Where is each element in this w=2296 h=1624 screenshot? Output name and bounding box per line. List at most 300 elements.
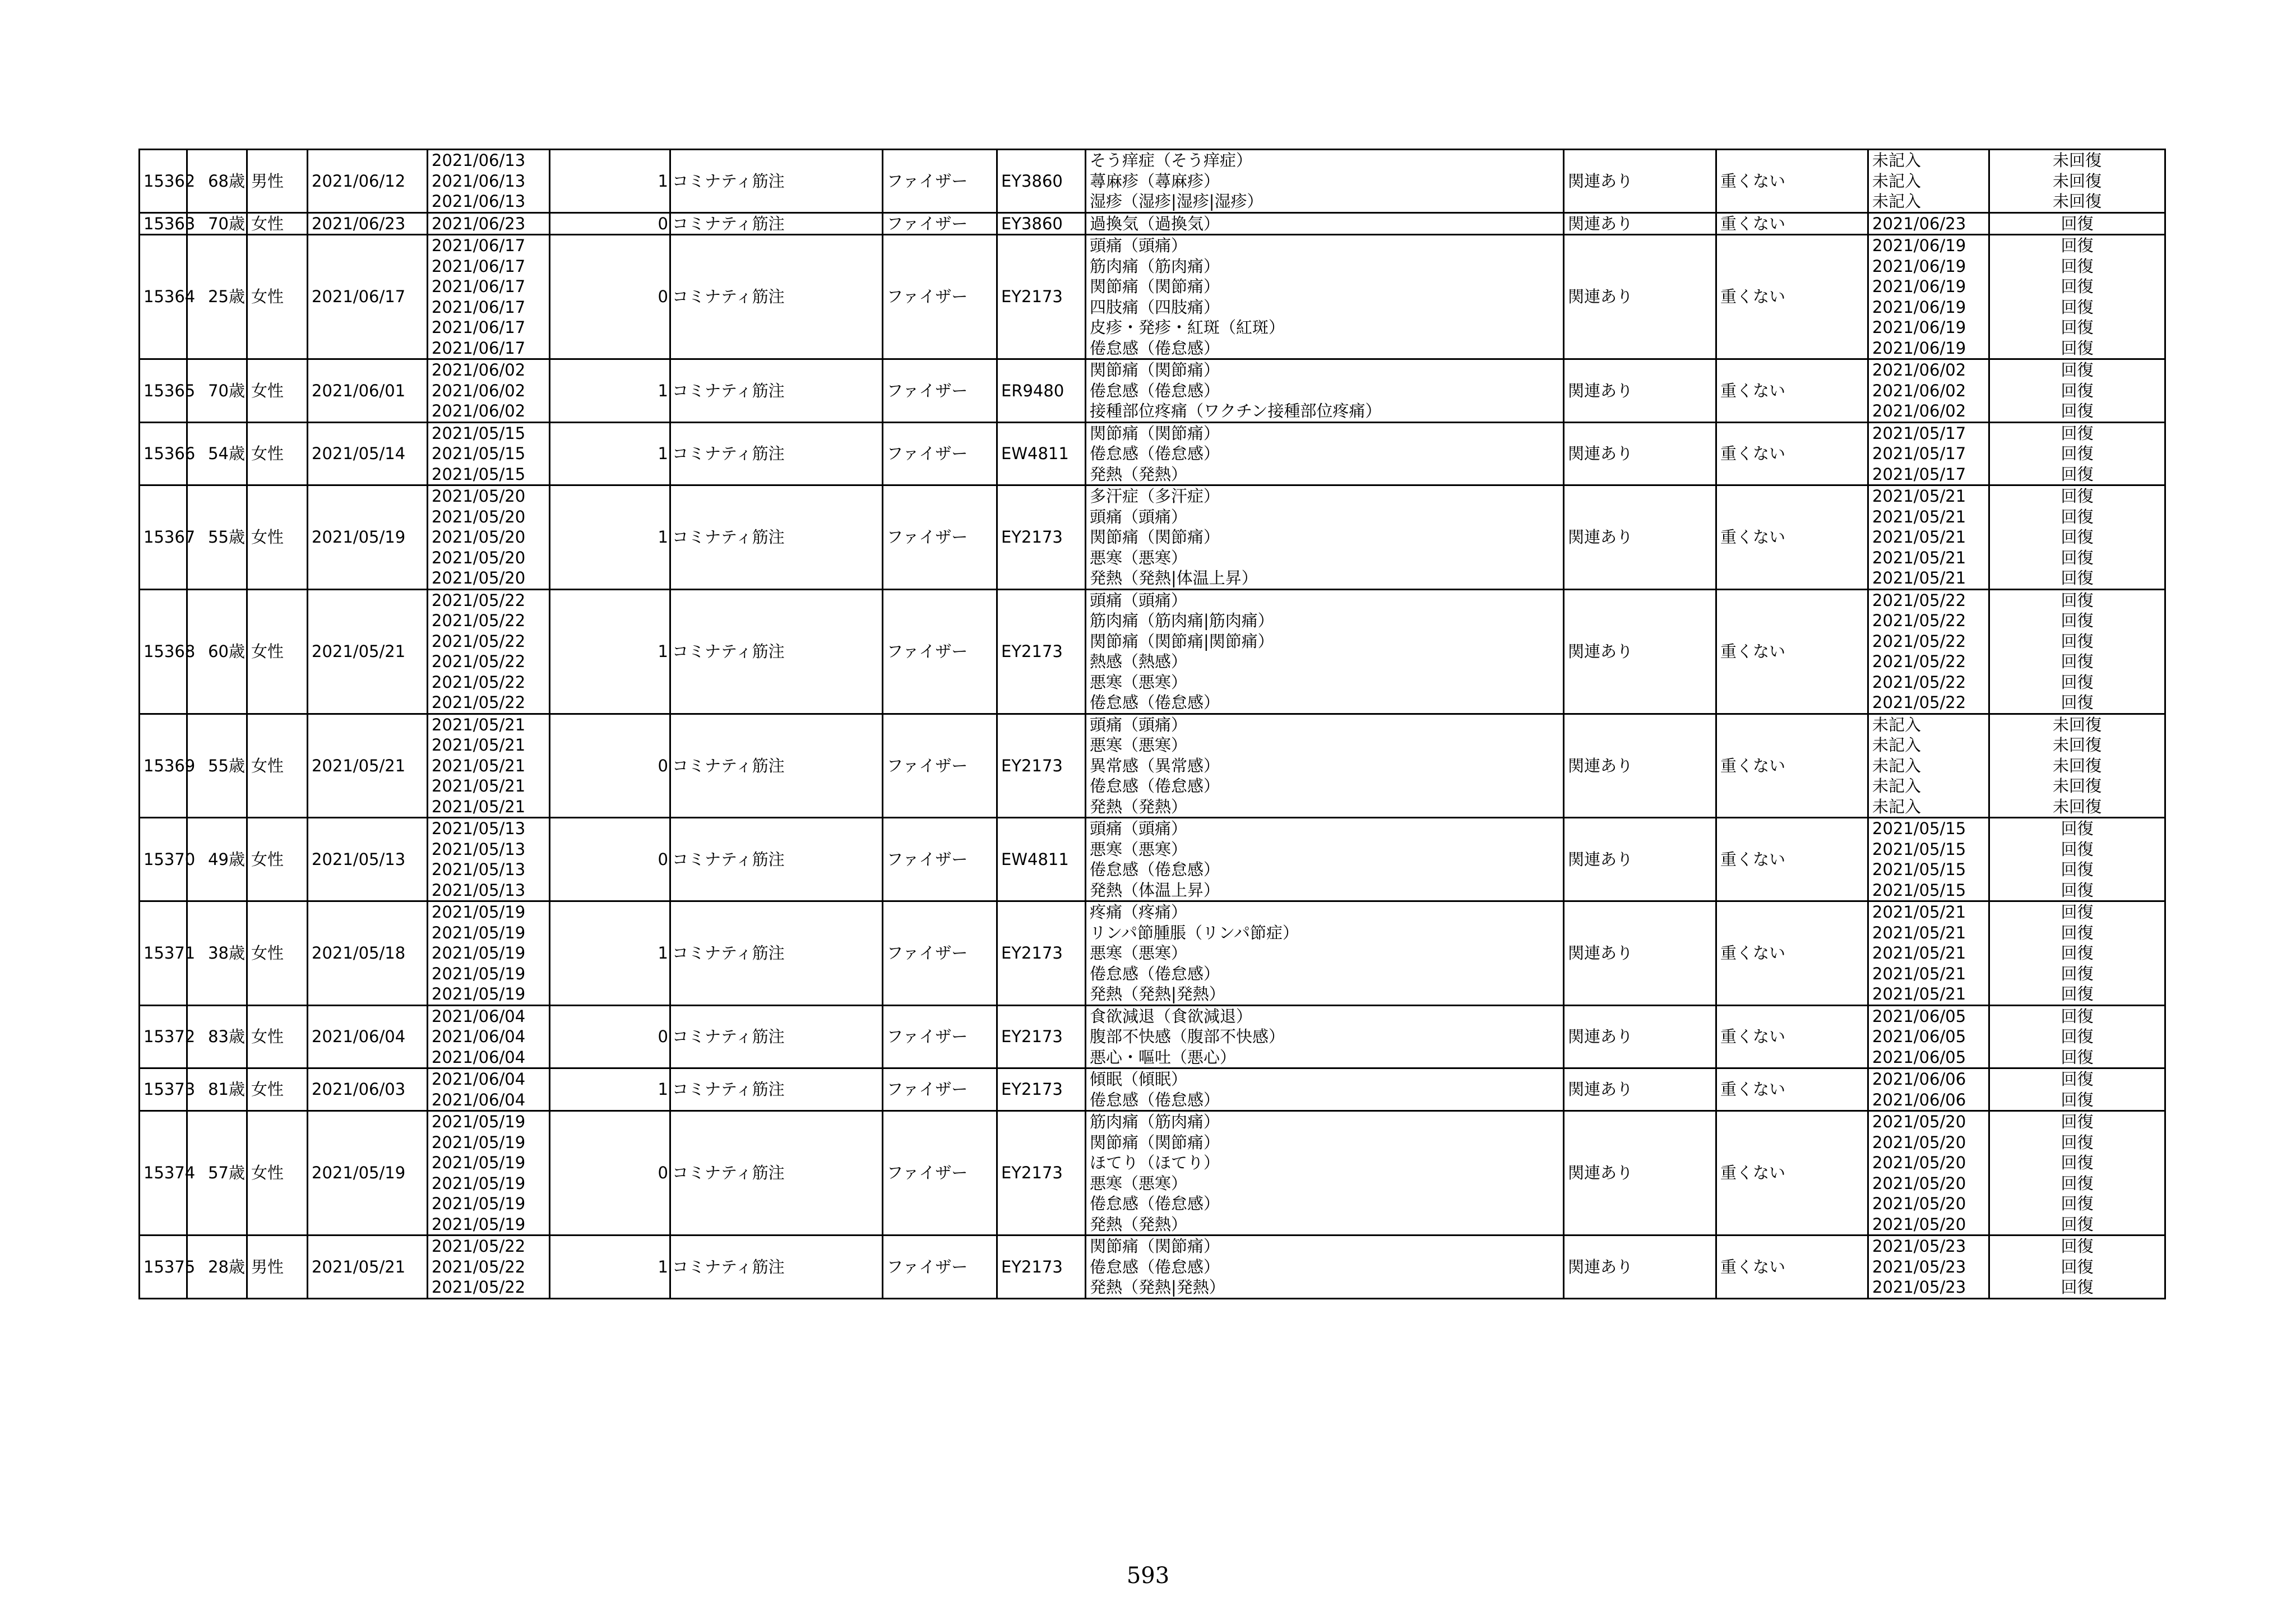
- case-id-cell: 15364: [140, 235, 187, 359]
- symptoms-cell: [1086, 589, 1564, 714]
- outcome-dates-line: 未記入: [1872, 151, 1922, 170]
- outcomes-line: 回復: [2061, 672, 2094, 692]
- outcome-dates-line: 2021/05/23: [1872, 1257, 1966, 1276]
- onset-dates-cell: [428, 150, 550, 213]
- outcomes-line: 回復: [2061, 1278, 2094, 1297]
- symptoms-cell: [1086, 212, 1564, 235]
- outcome-dates-line: 未記入: [1872, 797, 1922, 816]
- outcomes-line: 回復: [2061, 943, 2094, 963]
- case-id-cell: 15369: [140, 714, 187, 818]
- symptoms-line: 倦怠感（倦怠感）: [1090, 693, 1220, 712]
- symptoms-line: 倦怠感（倦怠感）: [1090, 1257, 1220, 1276]
- symptoms-line: 過換気（過換気）: [1090, 214, 1220, 233]
- outcomes-line: 回復: [2061, 360, 2094, 380]
- outcome-dates-cell: [1868, 359, 1989, 423]
- symptoms-line: 食欲減退（食欲減退）: [1090, 1006, 1253, 1026]
- table-row: [140, 1111, 2165, 1236]
- onset-dates-line: 2021/05/22: [432, 611, 526, 630]
- outcomes-line: 回復: [2061, 984, 2094, 1003]
- onset-dates-line: 2021/06/13: [432, 192, 526, 211]
- table-row: [140, 714, 2165, 818]
- onset-dates-line: 2021/05/15: [432, 444, 526, 463]
- outcome-dates-line: 2021/05/23: [1872, 1237, 1966, 1256]
- sex-cell: 男性: [247, 1236, 308, 1299]
- outcomes-line: 未回復: [2052, 735, 2101, 755]
- severity-cell: 重くない: [1716, 901, 1868, 1006]
- vaccine-name-cell: コミナティ筋注: [670, 714, 883, 818]
- severity-cell: 重くない: [1716, 212, 1868, 235]
- symptoms-line: 悪寒（悪寒）: [1090, 839, 1188, 859]
- outcome-dates-cell: [1868, 1111, 1989, 1236]
- outcomes-cell: [1989, 485, 2165, 590]
- outcome-dates-line: 2021/05/15: [1872, 819, 1966, 838]
- outcomes-line: 回復: [2061, 487, 2094, 506]
- onset-dates-line: 2021/05/20: [432, 507, 526, 526]
- onset-dates-line: 2021/06/04: [432, 1070, 526, 1089]
- onset-dates-line: 2021/05/20: [432, 528, 526, 547]
- onset-dates-line: 2021/05/19: [432, 1194, 526, 1213]
- symptoms-line: 発熱（発熱）: [1090, 797, 1188, 816]
- causality-cell: 関連あり: [1564, 1068, 1716, 1111]
- case-id-cell: 15365: [140, 359, 187, 423]
- causality-cell: 関連あり: [1564, 818, 1716, 901]
- vaccination-date-cell: 2021/06/03: [308, 1068, 428, 1111]
- symptoms-line: 関節痛（関節痛）: [1090, 277, 1220, 296]
- symptoms-cell: [1086, 235, 1564, 359]
- causality-cell: 関連あり: [1564, 422, 1716, 485]
- vaccine-name-cell: コミナティ筋注: [670, 212, 883, 235]
- onset-dates-line: 2021/05/21: [432, 735, 526, 755]
- outcomes-cell: [1989, 235, 2165, 359]
- outcome-dates-line: 2021/06/23: [1872, 214, 1966, 233]
- case-id-cell: 15366: [140, 422, 187, 485]
- symptoms-cell: [1086, 818, 1564, 901]
- outcome-dates-line: 2021/05/20: [1872, 1153, 1966, 1172]
- symptoms-cell: [1086, 422, 1564, 485]
- causality-cell: 関連あり: [1564, 589, 1716, 714]
- symptoms-line: 傾眠（傾眠）: [1090, 1070, 1188, 1089]
- outcome-dates-line: 2021/06/19: [1872, 277, 1966, 296]
- symptoms-line: 悪寒（悪寒）: [1090, 943, 1188, 963]
- onset-dates-cell: [428, 1111, 550, 1236]
- outcomes-line: 回復: [2061, 964, 2094, 983]
- days-to-onset-cell: 1: [550, 359, 670, 423]
- symptoms-line: ほてり（ほてり）: [1090, 1153, 1220, 1172]
- outcome-dates-line: 未記入: [1872, 735, 1922, 755]
- sex-cell: 女性: [247, 901, 308, 1006]
- outcomes-line: 回復: [2061, 401, 2094, 420]
- outcome-dates-cell: [1868, 1068, 1989, 1111]
- lot-number-cell: EY2173: [997, 1005, 1086, 1068]
- lot-number-cell: EY2173: [997, 485, 1086, 590]
- onset-dates-cell: [428, 235, 550, 359]
- outcome-dates-line: 2021/06/02: [1872, 360, 1966, 380]
- outcomes-line: 回復: [2061, 860, 2094, 879]
- outcomes-line: 回復: [2061, 1090, 2094, 1109]
- manufacturer-cell: ファイザー: [883, 714, 997, 818]
- severity-cell: 重くない: [1716, 150, 1868, 213]
- onset-dates-line: 2021/06/17: [432, 236, 526, 255]
- outcome-dates-line: 2021/05/17: [1872, 464, 1966, 484]
- age-cell: 25歳: [187, 235, 247, 359]
- symptoms-line: 発熱（体温上昇）: [1090, 880, 1220, 900]
- lot-number-cell: EY2173: [997, 1236, 1086, 1299]
- onset-dates-line: 2021/05/15: [432, 423, 526, 443]
- age-cell: 54歳: [187, 422, 247, 485]
- case-id-cell: 15367: [140, 485, 187, 590]
- sex-cell: 女性: [247, 818, 308, 901]
- vaccination-date-cell: 2021/05/14: [308, 422, 428, 485]
- outcome-dates-line: 2021/05/21: [1872, 923, 1966, 942]
- symptoms-line: 倦怠感（倦怠感）: [1090, 964, 1220, 983]
- case-id-cell: 15370: [140, 818, 187, 901]
- outcomes-line: 回復: [2061, 1257, 2094, 1276]
- outcomes-line: 回復: [2061, 1132, 2094, 1152]
- vaccine-name-cell: コミナティ筋注: [670, 1068, 883, 1111]
- days-to-onset-cell: 0: [550, 714, 670, 818]
- outcomes-line: 回復: [2061, 444, 2094, 463]
- outcomes-line: 回復: [2061, 381, 2094, 400]
- vaccine-name-cell: コミナティ筋注: [670, 485, 883, 590]
- age-cell: 70歳: [187, 212, 247, 235]
- table-row: [140, 212, 2165, 235]
- symptoms-line: 頭痛（頭痛）: [1090, 590, 1188, 610]
- symptoms-line: 倦怠感（倦怠感）: [1090, 860, 1220, 879]
- outcomes-line: 未回復: [2052, 171, 2101, 191]
- outcome-dates-line: 未記入: [1872, 756, 1922, 775]
- outcome-dates-line: 2021/05/21: [1872, 548, 1966, 567]
- symptoms-line: 異常感（異常感）: [1090, 756, 1220, 775]
- outcomes-line: 回復: [2061, 693, 2094, 712]
- age-cell: 55歳: [187, 485, 247, 590]
- outcome-dates-line: 2021/05/21: [1872, 568, 1966, 587]
- onset-dates-line: 2021/06/02: [432, 401, 526, 420]
- onset-dates-line: 2021/05/19: [432, 1153, 526, 1172]
- severity-cell: 重くない: [1716, 1005, 1868, 1068]
- symptoms-line: 関節痛（関節痛）: [1090, 423, 1220, 443]
- vaccination-date-cell: 2021/05/21: [308, 589, 428, 714]
- severity-cell: 重くない: [1716, 1236, 1868, 1299]
- vaccination-date-cell: 2021/06/17: [308, 235, 428, 359]
- vaccine-name-cell: コミナティ筋注: [670, 1111, 883, 1236]
- sex-cell: 女性: [247, 1005, 308, 1068]
- outcome-dates-line: 2021/05/21: [1872, 487, 1966, 506]
- onset-dates-line: 2021/06/17: [432, 277, 526, 296]
- sex-cell: 女性: [247, 485, 308, 590]
- outcome-dates-line: 2021/05/20: [1872, 1214, 1966, 1234]
- onset-dates-line: 2021/05/19: [432, 903, 526, 922]
- symptoms-line: リンパ節腫脹（リンパ節症）: [1090, 923, 1299, 942]
- vaccine-name-cell: コミナティ筋注: [670, 422, 883, 485]
- symptoms-line: 関節痛（関節痛）: [1090, 1237, 1220, 1256]
- lot-number-cell: EY2173: [997, 714, 1086, 818]
- severity-cell: 重くない: [1716, 485, 1868, 590]
- outcomes-line: 未回復: [2052, 756, 2101, 775]
- manufacturer-cell: ファイザー: [883, 901, 997, 1006]
- lot-number-cell: EY2173: [997, 1068, 1086, 1111]
- outcome-dates-cell: [1868, 1005, 1989, 1068]
- table-row: [140, 1068, 2165, 1111]
- onset-dates-line: 2021/05/22: [432, 631, 526, 651]
- symptoms-line: 腹部不快感（腹部不快感）: [1090, 1027, 1285, 1046]
- symptoms-line: 倦怠感（倦怠感）: [1090, 444, 1220, 463]
- outcome-dates-line: 2021/05/15: [1872, 880, 1966, 900]
- days-to-onset-cell: 0: [550, 818, 670, 901]
- case-id-cell: 15368: [140, 589, 187, 714]
- outcome-dates-cell: [1868, 714, 1989, 818]
- outcome-dates-line: 2021/06/19: [1872, 236, 1966, 255]
- outcomes-line: 未回復: [2052, 797, 2101, 816]
- outcomes-line: 回復: [2061, 1112, 2094, 1131]
- case-id-cell: 15371: [140, 901, 187, 1006]
- outcomes-line: 未回復: [2052, 776, 2101, 795]
- outcome-dates-line: 2021/06/02: [1872, 401, 1966, 420]
- symptoms-line: 頭痛（頭痛）: [1090, 819, 1188, 838]
- outcome-dates-line: 2021/05/17: [1872, 423, 1966, 443]
- age-cell: 68歳: [187, 150, 247, 213]
- days-to-onset-cell: 0: [550, 1111, 670, 1236]
- outcomes-line: 回復: [2061, 880, 2094, 900]
- table-row: [140, 589, 2165, 714]
- vaccine-name-cell: コミナティ筋注: [670, 589, 883, 714]
- adverse-reaction-table: [138, 149, 2166, 1299]
- onset-dates-line: 2021/06/13: [432, 171, 526, 191]
- vaccination-date-cell: 2021/05/21: [308, 714, 428, 818]
- symptoms-line: 悪心・嘔吐（悪心）: [1090, 1047, 1237, 1067]
- table-row: [140, 422, 2165, 485]
- outcome-dates-line: 2021/06/19: [1872, 297, 1966, 317]
- symptoms-line: 倦怠感（倦怠感）: [1090, 338, 1220, 358]
- outcomes-line: 回復: [2061, 923, 2094, 942]
- table-row: [140, 150, 2165, 213]
- outcome-dates-line: 2021/06/05: [1872, 1027, 1966, 1046]
- vaccine-name-cell: コミナティ筋注: [670, 818, 883, 901]
- days-to-onset-cell: 1: [550, 485, 670, 590]
- vaccination-date-cell: 2021/05/19: [308, 1111, 428, 1236]
- symptoms-line: 頭痛（頭痛）: [1090, 715, 1188, 734]
- lot-number-cell: EY3860: [997, 212, 1086, 235]
- outcome-dates-line: 2021/05/21: [1872, 903, 1966, 922]
- outcomes-line: 回復: [2061, 819, 2094, 838]
- outcomes-line: 未回復: [2052, 715, 2101, 734]
- symptoms-line: 筋肉痛（筋肉痛）: [1090, 256, 1220, 276]
- causality-cell: 関連あり: [1564, 901, 1716, 1006]
- outcome-dates-line: 2021/05/22: [1872, 631, 1966, 651]
- sex-cell: 女性: [247, 714, 308, 818]
- outcome-dates-line: 2021/06/05: [1872, 1006, 1966, 1026]
- age-cell: 60歳: [187, 589, 247, 714]
- outcome-dates-line: 2021/05/21: [1872, 984, 1966, 1003]
- lot-number-cell: EY2173: [997, 1111, 1086, 1236]
- onset-dates-cell: [428, 485, 550, 590]
- onset-dates-line: 2021/05/15: [432, 464, 526, 484]
- symptoms-line: 倦怠感（倦怠感）: [1090, 776, 1220, 795]
- outcome-dates-line: 2021/06/05: [1872, 1047, 1966, 1067]
- onset-dates-cell: [428, 359, 550, 423]
- outcomes-line: 回復: [2061, 839, 2094, 859]
- case-id-cell: 15362: [140, 150, 187, 213]
- days-to-onset-cell: 0: [550, 212, 670, 235]
- symptoms-cell: [1086, 359, 1564, 423]
- onset-dates-line: 2021/06/13: [432, 151, 526, 170]
- outcomes-line: 回復: [2061, 548, 2094, 567]
- outcome-dates-cell: [1868, 818, 1989, 901]
- outcome-dates-line: 2021/05/21: [1872, 507, 1966, 526]
- causality-cell: 関連あり: [1564, 212, 1716, 235]
- manufacturer-cell: ファイザー: [883, 359, 997, 423]
- onset-dates-line: 2021/05/19: [432, 964, 526, 983]
- onset-dates-line: 2021/05/21: [432, 776, 526, 795]
- outcome-dates-cell: [1868, 212, 1989, 235]
- onset-dates-line: 2021/06/02: [432, 360, 526, 380]
- symptoms-line: 筋肉痛（筋肉痛）: [1090, 1112, 1220, 1131]
- symptoms-line: 倦怠感（倦怠感）: [1090, 1194, 1220, 1213]
- symptoms-line: 疼痛（疼痛）: [1090, 903, 1188, 922]
- symptoms-line: 悪寒（悪寒）: [1090, 548, 1188, 567]
- onset-dates-line: 2021/05/19: [432, 1132, 526, 1152]
- onset-dates-line: 2021/05/19: [432, 1112, 526, 1131]
- vaccine-name-cell: コミナティ筋注: [670, 150, 883, 213]
- symptoms-line: 頭痛（頭痛）: [1090, 507, 1188, 526]
- sex-cell: 女性: [247, 212, 308, 235]
- onset-dates-line: 2021/06/17: [432, 318, 526, 337]
- case-id-cell: 15373: [140, 1068, 187, 1111]
- outcome-dates-line: 未記入: [1872, 171, 1922, 191]
- outcomes-line: 回復: [2061, 214, 2094, 233]
- onset-dates-line: 2021/06/17: [432, 256, 526, 276]
- vaccine-name-cell: コミナティ筋注: [670, 1005, 883, 1068]
- days-to-onset-cell: 1: [550, 589, 670, 714]
- outcome-dates-line: 2021/05/20: [1872, 1112, 1966, 1131]
- outcome-dates-line: 2021/06/02: [1872, 381, 1966, 400]
- outcomes-cell: [1989, 422, 2165, 485]
- symptoms-line: そう痒症（そう痒症）: [1090, 151, 1253, 170]
- outcome-dates-cell: [1868, 422, 1989, 485]
- symptoms-line: 倦怠感（倦怠感）: [1090, 381, 1220, 400]
- outcomes-line: 回復: [2061, 1070, 2094, 1089]
- symptoms-line: 関節痛（関節痛）: [1090, 360, 1220, 380]
- severity-cell: 重くない: [1716, 359, 1868, 423]
- outcomes-line: 回復: [2061, 528, 2094, 547]
- outcome-dates-line: 2021/06/06: [1872, 1070, 1966, 1089]
- table-row: [140, 818, 2165, 901]
- onset-dates-line: 2021/05/22: [432, 672, 526, 692]
- onset-dates-line: 2021/06/04: [432, 1047, 526, 1067]
- days-to-onset-cell: 1: [550, 150, 670, 213]
- symptoms-line: 悪寒（悪寒）: [1090, 672, 1188, 692]
- outcomes-line: 回復: [2061, 611, 2094, 630]
- symptoms-line: 発熱（発熱|体温上昇）: [1090, 568, 1258, 587]
- lot-number-cell: EW4811: [997, 422, 1086, 485]
- symptoms-line: 多汗症（多汗症）: [1090, 487, 1220, 506]
- days-to-onset-cell: 1: [550, 422, 670, 485]
- lot-number-cell: ER9480: [997, 359, 1086, 423]
- outcomes-line: 回復: [2061, 256, 2094, 276]
- onset-dates-line: 2021/05/22: [432, 1278, 526, 1297]
- outcomes-line: 回復: [2061, 507, 2094, 526]
- outcomes-line: 回復: [2061, 297, 2094, 317]
- table-row: [140, 1236, 2165, 1299]
- manufacturer-cell: ファイザー: [883, 235, 997, 359]
- onset-dates-line: 2021/05/13: [432, 880, 526, 900]
- symptoms-cell: [1086, 714, 1564, 818]
- onset-dates-line: 2021/05/19: [432, 984, 526, 1003]
- days-to-onset-cell: 1: [550, 901, 670, 1006]
- onset-dates-cell: [428, 589, 550, 714]
- table-body: [140, 150, 2165, 1299]
- onset-dates-line: 2021/06/02: [432, 381, 526, 400]
- outcome-dates-line: 2021/05/17: [1872, 444, 1966, 463]
- outcomes-line: 回復: [2061, 338, 2094, 358]
- outcomes-line: 回復: [2061, 1047, 2094, 1067]
- lot-number-cell: EW4811: [997, 818, 1086, 901]
- lot-number-cell: EY2173: [997, 235, 1086, 359]
- causality-cell: 関連あり: [1564, 359, 1716, 423]
- days-to-onset-cell: 0: [550, 1005, 670, 1068]
- symptoms-line: 頭痛（頭痛）: [1090, 236, 1188, 255]
- outcomes-line: 回復: [2061, 464, 2094, 484]
- onset-dates-line: 2021/05/19: [432, 923, 526, 942]
- symptoms-line: 発熱（発熱）: [1090, 464, 1188, 484]
- age-cell: 83歳: [187, 1005, 247, 1068]
- vaccination-date-cell: 2021/05/13: [308, 818, 428, 901]
- onset-dates-line: 2021/05/20: [432, 548, 526, 567]
- vaccine-name-cell: コミナティ筋注: [670, 901, 883, 1006]
- outcome-dates-line: 2021/05/21: [1872, 964, 1966, 983]
- lot-number-cell: EY2173: [997, 901, 1086, 1006]
- outcome-dates-line: 2021/05/20: [1872, 1194, 1966, 1213]
- symptoms-cell: [1086, 150, 1564, 213]
- symptoms-line: 関節痛（関節痛|関節痛）: [1090, 631, 1274, 651]
- outcome-dates-line: 2021/05/20: [1872, 1132, 1966, 1152]
- outcome-dates-cell: [1868, 485, 1989, 590]
- symptoms-line: 発熱（発熱|発熱）: [1090, 984, 1225, 1003]
- manufacturer-cell: ファイザー: [883, 212, 997, 235]
- outcomes-line: 回復: [2061, 1153, 2094, 1172]
- symptoms-line: 発熱（発熱）: [1090, 1214, 1188, 1234]
- onset-dates-line: 2021/05/22: [432, 1237, 526, 1256]
- onset-dates-line: 2021/06/17: [432, 338, 526, 358]
- manufacturer-cell: ファイザー: [883, 485, 997, 590]
- table-row: [140, 901, 2165, 1006]
- severity-cell: 重くない: [1716, 589, 1868, 714]
- outcome-dates-line: 2021/05/15: [1872, 839, 1966, 859]
- outcome-dates-line: 2021/06/19: [1872, 338, 1966, 358]
- case-id-cell: 15375: [140, 1236, 187, 1299]
- page-number: 593: [1126, 1563, 1170, 1589]
- outcomes-line: 回復: [2061, 590, 2094, 610]
- outcomes-cell: [1989, 901, 2165, 1006]
- onset-dates-line: 2021/05/19: [432, 943, 526, 963]
- manufacturer-cell: ファイザー: [883, 1005, 997, 1068]
- causality-cell: 関連あり: [1564, 1236, 1716, 1299]
- onset-dates-cell: [428, 212, 550, 235]
- outcomes-cell: [1989, 1005, 2165, 1068]
- symptoms-cell: [1086, 1236, 1564, 1299]
- vaccination-date-cell: 2021/06/04: [308, 1005, 428, 1068]
- manufacturer-cell: ファイザー: [883, 1068, 997, 1111]
- outcome-dates-line: 2021/05/22: [1872, 693, 1966, 712]
- onset-dates-line: 2021/05/22: [432, 590, 526, 610]
- onset-dates-line: 2021/05/13: [432, 839, 526, 859]
- outcomes-line: 回復: [2061, 318, 2094, 337]
- causality-cell: 関連あり: [1564, 1111, 1716, 1236]
- outcomes-cell: [1989, 714, 2165, 818]
- age-cell: 81歳: [187, 1068, 247, 1111]
- severity-cell: 重くない: [1716, 818, 1868, 901]
- symptoms-line: 悪寒（悪寒）: [1090, 735, 1188, 755]
- symptoms-line: 四肢痛（四肢痛）: [1090, 297, 1220, 317]
